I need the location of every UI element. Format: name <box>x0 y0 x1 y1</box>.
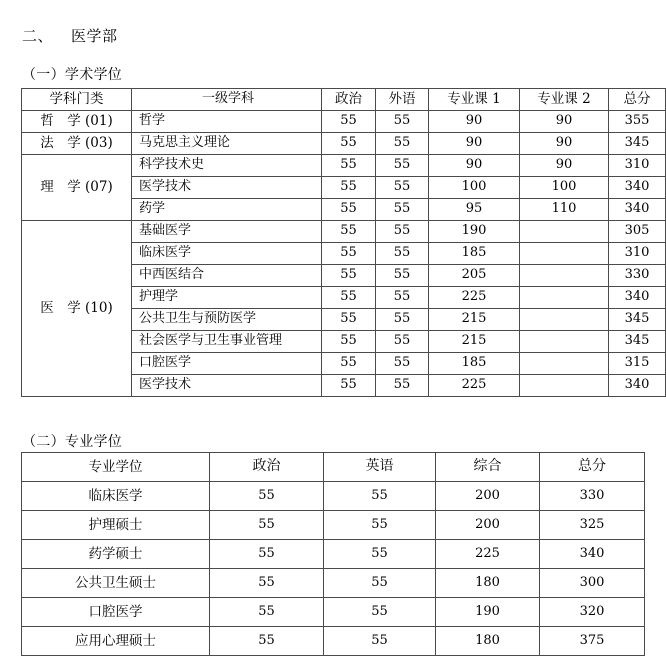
cell-english: 55 <box>324 569 436 598</box>
cell-major-course-1: 215 <box>429 331 520 353</box>
cell-major-course-1: 185 <box>429 353 520 375</box>
cell-comprehensive: 180 <box>436 569 540 598</box>
cell-politics: 55 <box>210 598 324 627</box>
column-header-english: 英语 <box>324 453 436 482</box>
cell-major-course-1: 185 <box>429 243 520 265</box>
cell-total: 340 <box>609 287 666 309</box>
column-header-politics: 政治 <box>322 89 376 111</box>
cell-politics: 55 <box>210 482 324 511</box>
cell-comprehensive: 200 <box>436 511 540 540</box>
cell-major-course-2 <box>520 265 609 287</box>
column-header-major-course-1: 专业课 1 <box>429 89 520 111</box>
cell-professional-degree: 应用心理硕士 <box>22 627 210 656</box>
cell-politics: 55 <box>322 375 376 397</box>
discipline-category-label: 法 学 (03) <box>40 135 113 152</box>
cell-foreign-language: 55 <box>376 375 429 397</box>
cell-total: 330 <box>609 265 666 287</box>
section-title-text: 医学部 <box>71 27 118 45</box>
cell-foreign-language: 55 <box>376 221 429 243</box>
cell-english: 55 <box>324 598 436 627</box>
cell-politics: 55 <box>322 353 376 375</box>
cell-major: 基础医学 <box>132 221 322 243</box>
cell-major: 药学 <box>132 199 322 221</box>
column-header-foreign-language: 外语 <box>376 89 429 111</box>
cell-major-course-2 <box>520 243 609 265</box>
academic-table-body <box>22 111 666 397</box>
cell-major-course-1: 90 <box>429 155 520 177</box>
cell-major-course-2: 100 <box>520 177 609 199</box>
column-header-total: 总分 <box>609 89 666 111</box>
cell-major: 马克思主义理论 <box>132 133 322 155</box>
cell-comprehensive: 190 <box>436 598 540 627</box>
cell-professional-degree: 临床医学 <box>22 482 210 511</box>
cell-foreign-language: 55 <box>376 287 429 309</box>
cell-major: 口腔医学 <box>132 353 322 375</box>
discipline-category-label: 医 学 (10) <box>40 300 113 317</box>
column-header-politics: 政治 <box>210 453 324 482</box>
professional-table-body <box>22 482 645 656</box>
cell-major-course-2: 110 <box>520 199 609 221</box>
cell-politics: 55 <box>210 511 324 540</box>
cell-politics: 55 <box>322 331 376 353</box>
cell-foreign-language: 55 <box>376 309 429 331</box>
cell-professional-degree: 护理硕士 <box>22 511 210 540</box>
cell-total: 330 <box>540 482 645 511</box>
cell-politics: 55 <box>322 309 376 331</box>
discipline-category-label: 理 学 (07) <box>40 179 113 196</box>
cell-discipline-category <box>22 133 132 155</box>
cell-politics: 55 <box>322 287 376 309</box>
cell-total: 345 <box>609 133 666 155</box>
cell-english: 55 <box>324 627 436 656</box>
cell-major-course-2 <box>520 221 609 243</box>
cell-foreign-language: 55 <box>376 111 429 133</box>
cell-major-course-2 <box>520 287 609 309</box>
cell-foreign-language: 55 <box>376 155 429 177</box>
cell-discipline-category <box>22 111 132 133</box>
cell-major-course-1: 100 <box>429 177 520 199</box>
cell-politics: 55 <box>322 199 376 221</box>
column-header-professional-degree: 专业学位 <box>22 453 210 482</box>
cell-major: 中西医结合 <box>132 265 322 287</box>
cell-major: 哲学 <box>132 111 322 133</box>
cell-english: 55 <box>324 482 436 511</box>
table-row <box>22 540 645 569</box>
professional-degree-table <box>21 452 645 656</box>
column-header-category: 学科门类 <box>22 89 132 111</box>
cell-professional-degree: 药学硕士 <box>22 540 210 569</box>
cell-major-course-1: 90 <box>429 111 520 133</box>
table-row <box>22 221 666 243</box>
cell-major-course-1: 215 <box>429 309 520 331</box>
cell-major-course-2: 90 <box>520 111 609 133</box>
cell-professional-degree: 口腔医学 <box>22 598 210 627</box>
cell-foreign-language: 55 <box>376 265 429 287</box>
cell-major: 医学技术 <box>132 177 322 199</box>
page-title <box>22 25 118 46</box>
cell-total: 315 <box>609 353 666 375</box>
cell-major-course-2 <box>520 375 609 397</box>
cell-major: 临床医学 <box>132 243 322 265</box>
cell-major-course-2: 90 <box>520 133 609 155</box>
cell-politics: 55 <box>210 569 324 598</box>
academic-table-head <box>22 89 666 111</box>
cell-total: 355 <box>609 111 666 133</box>
cell-total: 340 <box>540 540 645 569</box>
table-row <box>22 627 645 656</box>
table-header-row <box>22 453 645 482</box>
cell-major: 医学技术 <box>132 375 322 397</box>
cell-professional-degree: 公共卫生硕士 <box>22 569 210 598</box>
cell-foreign-language: 55 <box>376 177 429 199</box>
cell-major-course-1: 95 <box>429 199 520 221</box>
cell-major-course-2 <box>520 309 609 331</box>
table-row <box>22 133 666 155</box>
section-number: 二、 <box>22 27 54 45</box>
column-header-total: 总分 <box>540 453 645 482</box>
cell-english: 55 <box>324 540 436 569</box>
cell-politics: 55 <box>322 133 376 155</box>
cell-foreign-language: 55 <box>376 243 429 265</box>
cell-total: 375 <box>540 627 645 656</box>
cell-politics: 55 <box>322 155 376 177</box>
cell-major: 社会医学与卫生事业管理 <box>132 331 322 353</box>
cell-english: 55 <box>324 511 436 540</box>
cell-discipline-category <box>22 155 132 221</box>
subsection-heading-professional: （二）专业学位 <box>22 434 123 450</box>
cell-major-course-2 <box>520 353 609 375</box>
cell-total: 325 <box>540 511 645 540</box>
cell-major-course-1: 205 <box>429 265 520 287</box>
cell-total: 340 <box>609 199 666 221</box>
cell-politics: 55 <box>210 627 324 656</box>
table-row <box>22 511 645 540</box>
cell-total: 340 <box>609 375 666 397</box>
cell-politics: 55 <box>322 265 376 287</box>
cell-politics: 55 <box>322 177 376 199</box>
cell-major: 公共卫生与预防医学 <box>132 309 322 331</box>
cell-major-course-1: 190 <box>429 221 520 243</box>
cell-politics: 55 <box>322 243 376 265</box>
cell-major: 护理学 <box>132 287 322 309</box>
cell-total: 310 <box>609 243 666 265</box>
column-header-major: 一级学科 <box>132 89 322 111</box>
table-row <box>22 155 666 177</box>
cell-total: 345 <box>609 331 666 353</box>
cell-major-course-1: 90 <box>429 133 520 155</box>
table-row <box>22 598 645 627</box>
table-row <box>22 482 645 511</box>
table-row <box>22 111 666 133</box>
cell-total: 305 <box>609 221 666 243</box>
discipline-category-label: 哲 学 (01) <box>40 113 113 130</box>
cell-total: 310 <box>609 155 666 177</box>
cell-total: 320 <box>540 598 645 627</box>
cell-major-course-1: 225 <box>429 287 520 309</box>
subsection-heading-academic: （一）学术学位 <box>22 67 123 83</box>
table-header-row <box>22 89 666 111</box>
cell-major-course-2 <box>520 331 609 353</box>
cell-foreign-language: 55 <box>376 353 429 375</box>
cell-discipline-category <box>22 221 132 397</box>
column-header-comprehensive: 综合 <box>436 453 540 482</box>
cell-major-course-2: 90 <box>520 155 609 177</box>
cell-foreign-language: 55 <box>376 331 429 353</box>
cell-total: 300 <box>540 569 645 598</box>
table-row <box>22 569 645 598</box>
cell-major: 科学技术史 <box>132 155 322 177</box>
academic-degree-table <box>21 88 666 397</box>
professional-table-head <box>22 453 645 482</box>
cell-comprehensive: 225 <box>436 540 540 569</box>
cell-foreign-language: 55 <box>376 199 429 221</box>
cell-politics: 55 <box>210 540 324 569</box>
cell-major-course-1: 225 <box>429 375 520 397</box>
cell-total: 345 <box>609 309 666 331</box>
cell-comprehensive: 200 <box>436 482 540 511</box>
column-header-major-course-2: 专业课 2 <box>520 89 609 111</box>
cell-politics: 55 <box>322 221 376 243</box>
cell-total: 340 <box>609 177 666 199</box>
cell-foreign-language: 55 <box>376 133 429 155</box>
cell-comprehensive: 180 <box>436 627 540 656</box>
cell-politics: 55 <box>322 111 376 133</box>
